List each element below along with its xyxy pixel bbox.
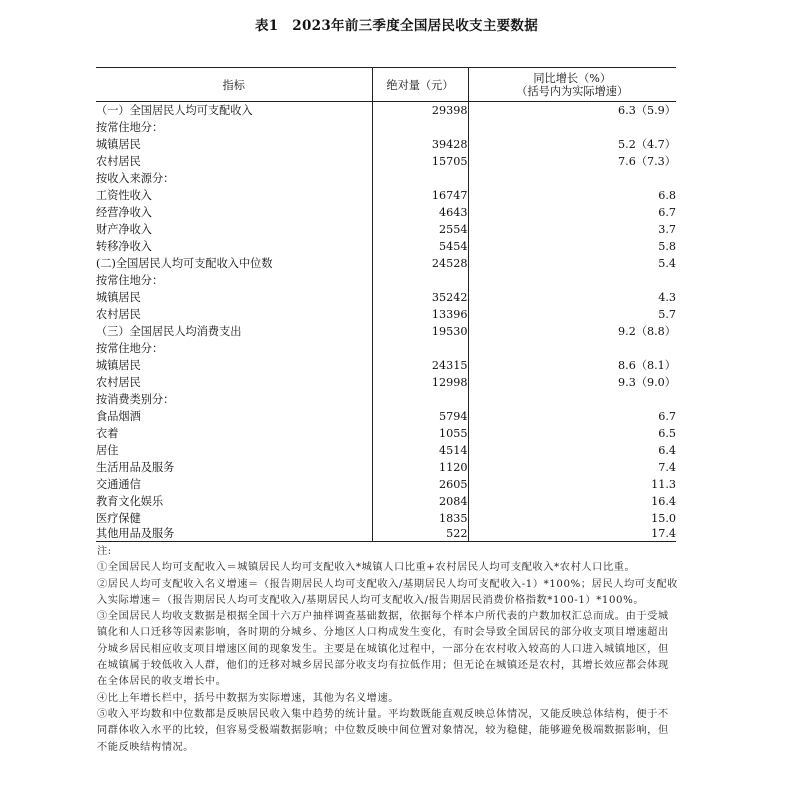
table-header-row [96, 68, 676, 102]
row-absolute-value: 522 [372, 527, 468, 542]
table-title: 表1 2023年前三季度全国居民收支主要数据 [254, 18, 539, 34]
row-growth-value: 5.7 [468, 306, 676, 323]
table-row [96, 119, 676, 136]
table-row [96, 527, 676, 542]
row-label: 城镇居民 [96, 291, 141, 304]
row-absolute-value: 16747 [372, 187, 468, 204]
row-growth-value: 9.2（8.8） [468, 323, 676, 340]
row-absolute-value: 29398 [372, 102, 468, 120]
table-body [96, 102, 676, 542]
row-growth-value: 5.4 [468, 255, 676, 272]
table-row [96, 323, 676, 340]
header-growth-line1: 同比增长（%） [533, 71, 612, 85]
row-label: 城镇居民 [96, 359, 141, 372]
row-growth-value: 6.3（5.9） [468, 102, 676, 120]
row-label: 农村居民 [96, 376, 141, 389]
row-absolute-value: 12998 [372, 374, 468, 391]
table-row [96, 510, 676, 527]
row-absolute-value: 2084 [372, 493, 468, 510]
table-row [96, 102, 676, 120]
row-growth-value [468, 340, 676, 357]
row-absolute-value [372, 272, 468, 289]
row-label: 经营净收入 [96, 206, 152, 219]
row-label: 转移净收入 [96, 240, 152, 253]
table-row [96, 306, 676, 323]
row-label: 财产净收入 [96, 223, 152, 236]
row-label: （三）全国居民人均消费支出 [96, 325, 242, 338]
table-row [96, 272, 676, 289]
table-row [96, 204, 676, 221]
table-row [96, 238, 676, 255]
notes-section [97, 544, 679, 756]
table-row [96, 221, 676, 238]
table-row [96, 289, 676, 306]
table-row [96, 374, 676, 391]
row-absolute-value: 5794 [372, 408, 468, 425]
row-absolute-value [372, 391, 468, 408]
row-absolute-value [372, 340, 468, 357]
row-growth-value: 7.4 [468, 459, 676, 476]
note-2: ②居民人均可支配收入名义增速＝（报告期居民人均可支配收入/基期居民人均可支配收入-1）*100%；居民人均可支配收入实际增速＝（报告期居民人均可支配收入/基期居民人均可支配收入/报告期居民消费价格指数*100-1）*100%。 [97, 578, 678, 606]
table-row [96, 476, 676, 493]
row-growth-value: 17.4 [468, 527, 676, 542]
header-growth [468, 68, 676, 102]
table-row [96, 255, 676, 272]
table-row [96, 170, 676, 187]
row-growth-value [468, 391, 676, 408]
row-growth-value: 8.6（8.1） [468, 357, 676, 374]
row-label: 按消费类别分： [96, 393, 175, 406]
row-label: 农村居民 [96, 308, 141, 321]
row-absolute-value: 1055 [372, 425, 468, 442]
row-absolute-value: 13396 [372, 306, 468, 323]
row-absolute-value: 5454 [372, 238, 468, 255]
row-label: 交通通信 [96, 478, 141, 491]
table-row [96, 153, 676, 170]
table-row [96, 187, 676, 204]
row-growth-value [468, 170, 676, 187]
row-absolute-value [372, 170, 468, 187]
row-absolute-value: 24528 [372, 255, 468, 272]
row-label: (二)全国居民人均可支配收入中位数 [96, 257, 273, 270]
row-label: 城镇居民 [96, 138, 141, 151]
table-row [96, 408, 676, 425]
header-growth-line2: （括号内为实际增速） [516, 84, 629, 98]
row-label: 生活用品及服务 [96, 461, 175, 474]
row-absolute-value: 19530 [372, 323, 468, 340]
row-label: 按常住地分： [96, 121, 164, 134]
row-label: 按收入来源分： [96, 172, 175, 185]
row-absolute-value: 24315 [372, 357, 468, 374]
table-row [96, 425, 676, 442]
note-1: ①全国居民人均可支配收入＝城镇居民人均可支配收入*城镇人口比重+农村居民人均可支配收入*农村人口比重。 [97, 562, 636, 574]
table-row [96, 442, 676, 459]
row-label: 按常住地分： [96, 342, 164, 355]
note-4: ④比上年增长栏中，括号中数据为实际增速，其他为名义增速。 [97, 692, 400, 704]
row-growth-value: 15.0 [468, 510, 676, 527]
row-absolute-value: 4643 [372, 204, 468, 221]
row-absolute-value: 39428 [372, 136, 468, 153]
row-label: 工资性收入 [96, 189, 152, 202]
row-growth-value [468, 272, 676, 289]
header-indicator: 指标 [96, 68, 372, 102]
row-growth-value: 6.8 [468, 187, 676, 204]
row-growth-value: 5.2（4.7） [468, 136, 676, 153]
table-row [96, 459, 676, 476]
row-absolute-value: 1835 [372, 510, 468, 527]
row-label: 衣着 [96, 427, 119, 440]
row-absolute-value [372, 119, 468, 136]
row-growth-value: 7.6（7.3） [468, 153, 676, 170]
row-absolute-value: 4514 [372, 442, 468, 459]
notes-heading: 注: [97, 546, 112, 557]
row-growth-value: 5.8 [468, 238, 676, 255]
row-growth-value: 9.3（9.0） [468, 374, 676, 391]
row-growth-value: 3.7 [468, 221, 676, 238]
row-growth-value: 6.7 [468, 204, 676, 221]
row-growth-value [468, 119, 676, 136]
table-row [96, 340, 676, 357]
table-row [96, 391, 676, 408]
row-label: 居住 [96, 444, 119, 457]
row-label: 医疗保健 [96, 512, 141, 525]
table-row [96, 493, 676, 510]
row-growth-value: 4.3 [468, 289, 676, 306]
table-row [96, 357, 676, 374]
row-growth-value: 6.4 [468, 442, 676, 459]
row-growth-value: 16.4 [468, 493, 676, 510]
row-label: （一）全国居民人均可支配收入 [96, 104, 253, 117]
note-3: ③全国居民人均收支数据是根据全国十六万户抽样调查基础数据，依据每个样本户所代表的户数加权汇总而成。由于受城镇化和人口迁移等因素影响，各时期的分城乡、分地区人口构成发生变化，有时会导致全国居民的部分收支项目增速超出分城乡居民相应收支项目增速区间的现象发生。主要是在城镇化过程中，一部分在农村收入较高的人口进入城镇地区，但在城镇属于较低收入人群，他们的迁移对城乡居民部分收支均有拉低作用；但无论在城镇还是农村，其增长效应都会体现在全体居民的收支增长中。 [97, 611, 669, 688]
note-5: ⑤收入平均数和中位数都是反映居民收入集中趋势的统计量。平均数既能直观反映总体情况，又能反映总体结构，便于不同群体收入水平的比较，但容易受极端数据影响；中位数反映中间位置对象情况，较为稳健，能够避免极端数据影响，但不能反映结构情况。 [97, 708, 669, 753]
row-growth-value: 11.3 [468, 476, 676, 493]
row-absolute-value: 15705 [372, 153, 468, 170]
row-label: 其他用品及服务 [96, 527, 372, 542]
row-growth-value: 6.5 [468, 425, 676, 442]
row-absolute-value: 1120 [372, 459, 468, 476]
row-label: 农村居民 [96, 155, 141, 168]
row-label: 教育文化娱乐 [96, 495, 164, 508]
row-label: 食品烟酒 [96, 410, 141, 423]
header-absolute: 绝对量（元） [372, 68, 468, 102]
row-absolute-value: 2605 [372, 476, 468, 493]
row-absolute-value: 35242 [372, 289, 468, 306]
row-label: 按常住地分： [96, 274, 164, 287]
row-growth-value: 6.7 [468, 408, 676, 425]
row-absolute-value: 2554 [372, 221, 468, 238]
table-row [96, 136, 676, 153]
income-expenditure-table [96, 67, 676, 542]
